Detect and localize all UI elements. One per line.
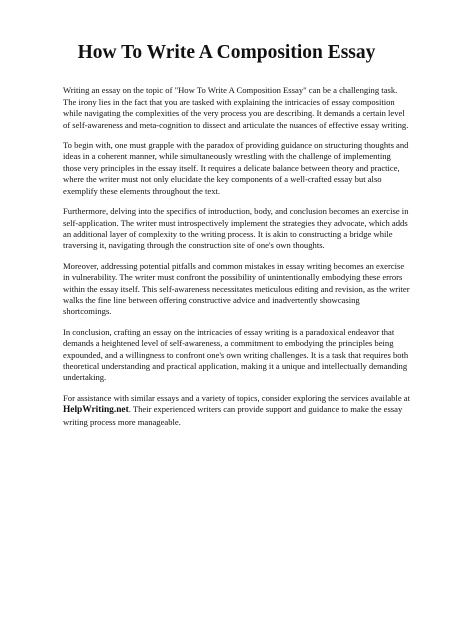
closing-text-before: For assistance with similar essays and a variety of topics, consider exploring the services available at (63, 392, 410, 403)
paragraph-structure: To begin with, one must grapple with the paradox of providing guidance on structuring thoughts and ideas in a coherent manner, while simultaneously wrestling with the challenge of implementing those very principles in the essay itself. It requires a delicate balance between theory and practice, where the writer must not only elucidate the key components of a well-crafted essay but also exemplify these elements throughout the text. (63, 140, 409, 196)
paragraph-specifics: Furthermore, delving into the specifics of introduction, body, and conclusion becomes an exercise in self-application. The writer must introspectively implement the strategies they advocate, which adds an additional layer of complexity to the writing process. It is akin to constructing a bridge while traversing it, navigating through the construction site of one's own thoughts. (63, 206, 409, 251)
paragraph-pitfalls: Moreover, addressing potential pitfalls and common mistakes in essay writing becomes an exercise in vulnerability. The writer must confront the possibility of unintentionally embodying these errors within the essay itself. This self-awareness necessitates meticulous editing and revision, as the writer walks the fine line between offering constructive advice and inadvertently showcasing shortcomings. (63, 260, 410, 317)
paragraph-closing (63, 393, 410, 428)
brand-link[interactable]: HelpWriting.net (63, 405, 129, 416)
closing-text-after: . Their experienced writers can provide support and guidance to make the essay writing process more manageable. (63, 404, 403, 427)
paragraph-conclusion: In conclusion, crafting an essay on the intricacies of essay writing is a paradoxical endeavor that demands a heightened level of self-awareness, a commitment to embodying the principles being expounded, and a willingness to confront one's own writing challenges. It is a task that requires both theoretical understanding and practical application, making it a unique and intellectually demanding undertaking. (63, 326, 409, 383)
paragraph-intro: Writing an essay on the topic of "How To Write A Composition Essay" can be a challenging task. The irony lies in the fact that you are tasked with explaining the intricacies of essay composition while navigating the complexities of the very process you are describing. It demands a certain level of self-awareness and meta-cognition to dissect and articulate the nuances of effective essay writing. (63, 85, 409, 130)
page-title: How To Write A Composition Essay (77, 42, 376, 63)
